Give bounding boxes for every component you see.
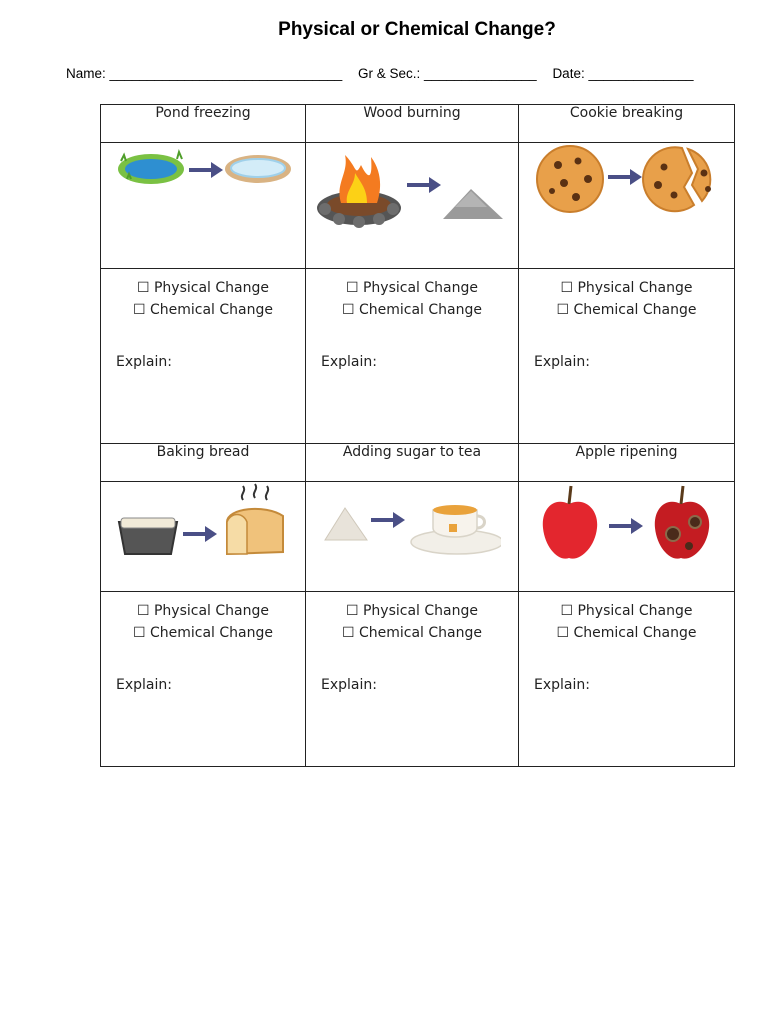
answer-row [101, 269, 735, 444]
student-info-line [66, 66, 746, 81]
baking-bread-image [101, 482, 306, 592]
chemical-change-checkbox[interactable]: ☐ Chemical Change [341, 302, 482, 318]
cell-label-wood-burning: Wood burning [306, 105, 519, 143]
image-row [101, 482, 735, 592]
cell-label-pond-freezing: Pond freezing [101, 105, 306, 143]
answer-cell [101, 269, 306, 444]
chemical-change-checkbox[interactable]: ☐ Chemical Change [556, 625, 697, 641]
answer-cell [519, 269, 735, 444]
page-title: Physical or Chemical Change? [278, 19, 556, 40]
chemical-change-checkbox[interactable]: ☐ Chemical Change [132, 302, 273, 318]
wood-burning-image [306, 143, 519, 269]
arrow-icon [371, 512, 405, 528]
cell-label-baking-bread: Baking bread [101, 444, 306, 482]
worksheet-table [100, 104, 735, 767]
physical-change-checkbox[interactable]: ☐ Physical Change [560, 603, 693, 619]
arrow-icon [183, 526, 217, 542]
answer-cell [306, 269, 519, 444]
cookie-breaking-image [519, 143, 735, 269]
image-row [101, 143, 735, 269]
cell-label-apple-ripening: Apple ripening [519, 444, 735, 482]
chemical-change-checkbox[interactable]: ☐ Chemical Change [132, 625, 273, 641]
physical-change-checkbox[interactable]: ☐ Physical Change [345, 603, 478, 619]
arrow-icon [189, 162, 223, 178]
physical-change-checkbox[interactable]: ☐ Physical Change [345, 280, 478, 296]
explain-field[interactable]: Explain: [116, 677, 172, 693]
apple-ripening-image [519, 482, 735, 592]
physical-change-checkbox[interactable]: ☐ Physical Change [136, 603, 269, 619]
physical-change-checkbox[interactable]: ☐ Physical Change [136, 280, 269, 296]
answer-cell [306, 592, 519, 767]
sugar-tea-image [306, 482, 519, 592]
cell-label-cookie-breaking: Cookie breaking [519, 105, 735, 143]
answer-row [101, 592, 735, 767]
cell-label-sugar-tea: Adding sugar to tea [306, 444, 519, 482]
explain-field[interactable]: Explain: [116, 354, 172, 370]
explain-field[interactable]: Explain: [321, 354, 377, 370]
explain-field[interactable]: Explain: [534, 354, 590, 370]
explain-field[interactable]: Explain: [321, 677, 377, 693]
chemical-change-checkbox[interactable]: ☐ Chemical Change [556, 302, 697, 318]
explain-field[interactable]: Explain: [534, 677, 590, 693]
pond-freezing-image [101, 143, 306, 269]
chemical-change-checkbox[interactable]: ☐ Chemical Change [341, 625, 482, 641]
name-field[interactable]: Name: _______________________________ [66, 66, 343, 81]
arrow-icon [608, 169, 642, 185]
physical-change-checkbox[interactable]: ☐ Physical Change [560, 280, 693, 296]
label-row [101, 444, 735, 482]
arrow-icon [609, 518, 643, 534]
section-field[interactable]: Gr & Sec.: _______________ [358, 66, 537, 81]
date-field[interactable]: Date: ______________ [552, 66, 694, 81]
label-row [101, 105, 735, 143]
answer-cell [101, 592, 306, 767]
arrow-icon [407, 177, 441, 193]
answer-cell [519, 592, 735, 767]
